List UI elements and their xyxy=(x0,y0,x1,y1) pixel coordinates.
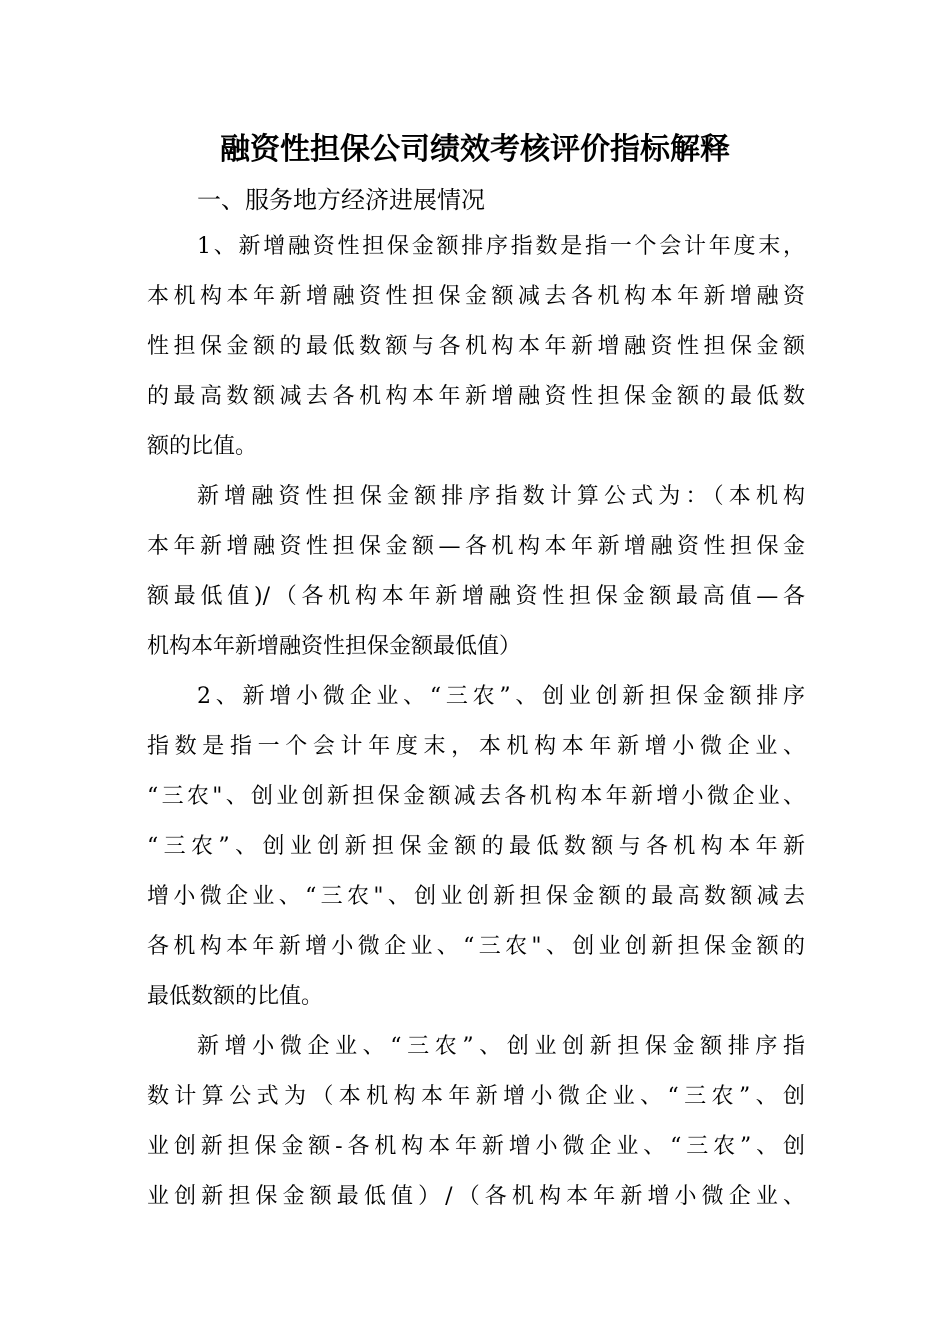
paragraph-line: 增小微企业、“三农"、创业创新担保金额的最高数额减去 xyxy=(147,884,805,909)
document-title: 融资性担保公司绩效考核评价指标解释 xyxy=(220,132,730,167)
section-heading: 一、服务地方经济进展情况 xyxy=(197,186,485,214)
paragraph-line: 指数是指一个会计年度末，本机构本年新增小微企业、 xyxy=(147,734,805,759)
paragraph-line: “三农”、创业创新担保金额的最低数额与各机构本年新 xyxy=(147,834,805,859)
paragraph-line: 额最低值)/（各机构本年新增融资性担保金额最高值—各 xyxy=(147,584,805,609)
paragraph-line: 数计算公式为（本机构本年新增小微企业、“三农”、创 xyxy=(147,1084,805,1109)
paragraph-line: 额的比值。 xyxy=(147,434,258,459)
paragraph-line: 各机构本年新增小微企业、“三农"、创业创新担保金额的 xyxy=(147,934,805,959)
paragraph-line: 新增融资性担保金额排序指数计算公式为：（本机构 xyxy=(197,484,805,509)
paragraph-line: 机构本年新增融资性担保金额最低值） xyxy=(147,634,522,659)
paragraph-line: 性担保金额的最低数额与各机构本年新增融资性担保金额 xyxy=(147,334,805,359)
paragraph-line: 新增小微企业、“三农”、创业创新担保金额排序指 xyxy=(197,1034,805,1059)
paragraph-line: “三农"、创业创新担保金额减去各机构本年新增小微企业、 xyxy=(147,784,805,809)
paragraph-line: 2、新增小微企业、“三农”、创业创新担保金额排序 xyxy=(197,684,805,709)
paragraph-line: 本机构本年新增融资性担保金额减去各机构本年新增融资 xyxy=(147,284,805,309)
paragraph-line: 业创新担保金额最低值）/（各机构本年新增小微企业、 xyxy=(147,1184,805,1209)
paragraph-line: 本年新增融资性担保金额—各机构本年新增融资性担保金 xyxy=(147,534,805,559)
paragraph-line: 1、新增融资性担保金额排序指数是指一个会计年度末， xyxy=(197,234,805,259)
paragraph-line: 的最高数额减去各机构本年新增融资性担保金额的最低数 xyxy=(147,384,805,409)
paragraph-line: 最低数额的比值。 xyxy=(147,984,324,1009)
paragraph-line: 业创新担保金额-各机构本年新增小微企业、“三农”、创 xyxy=(147,1134,805,1159)
